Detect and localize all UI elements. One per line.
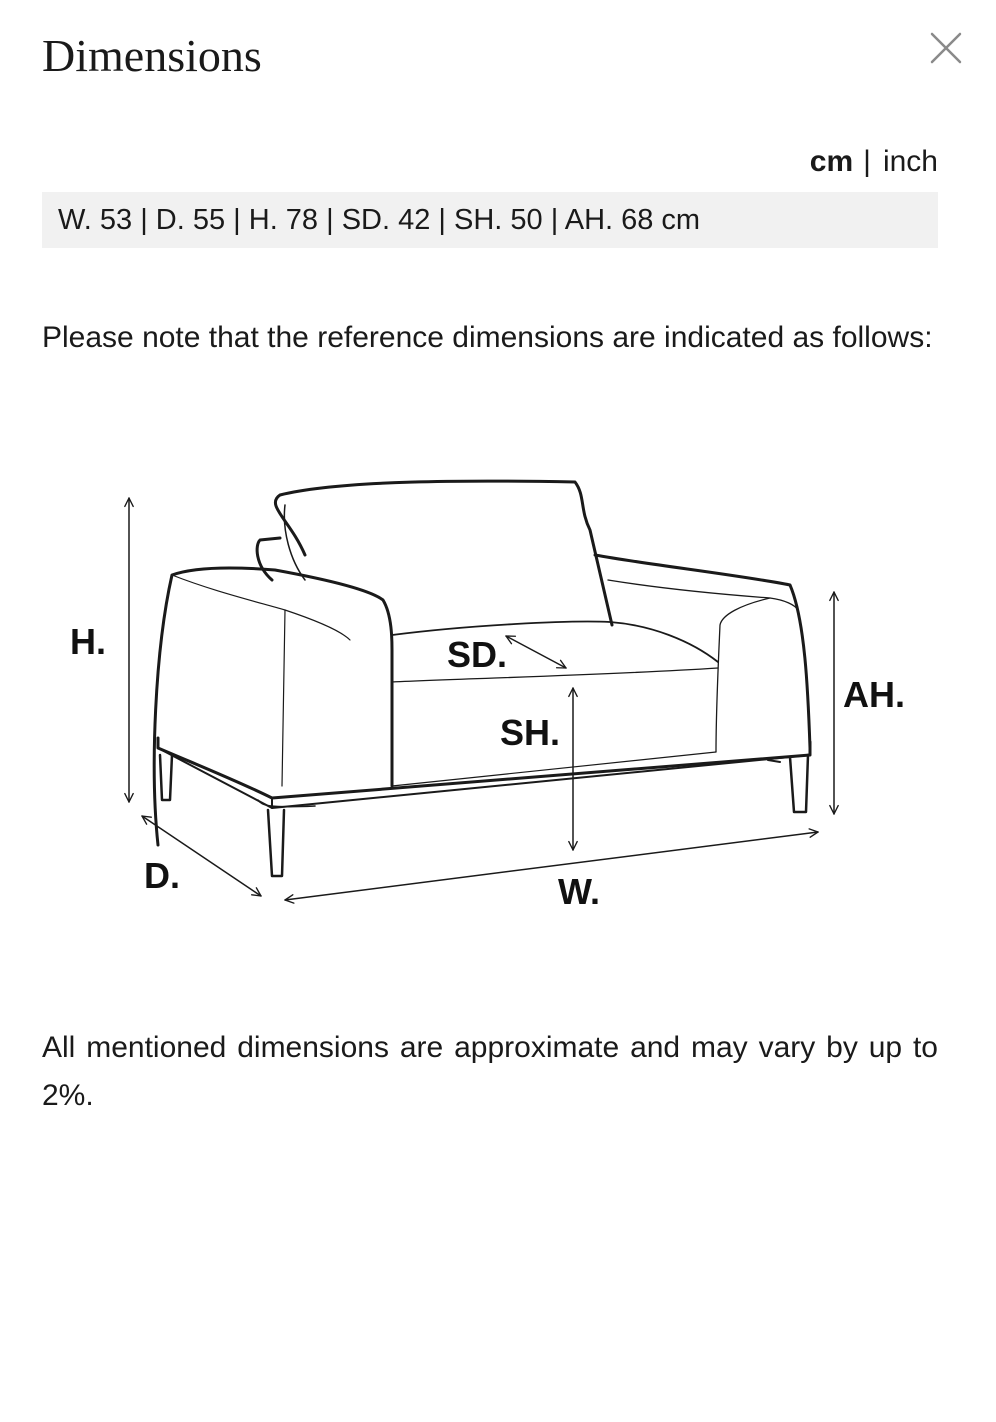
dimensions-summary: W. 53 | D. 55 | H. 78 | SD. 42 | SH. 50 | AH. 68 cm <box>42 192 938 248</box>
close-icon <box>924 26 968 70</box>
depth-label: D. <box>144 855 180 896</box>
approximation-note: All mentioned dimensions are approximate and may vary by up to 2%. <box>42 1031 938 1112</box>
width-label: W. <box>558 871 600 912</box>
width-arrow <box>285 832 818 900</box>
unit-toggle <box>810 142 938 182</box>
armchair-dimension-diagram <box>50 470 930 930</box>
seat-depth-label: SD. <box>447 634 508 675</box>
unit-separator: | <box>863 145 871 178</box>
unit-option-cm[interactable]: cm <box>809 145 854 178</box>
seat-height-label: SH. <box>500 712 561 753</box>
arm-height-label: AH. <box>843 674 905 715</box>
dialog-title: Dimensions <box>42 30 262 81</box>
unit-option-inch[interactable]: inch <box>882 145 938 178</box>
seat-depth-arrow <box>506 636 566 668</box>
reference-note: Please note that the reference dimensions are indicated as follows: <box>42 321 933 354</box>
armchair-drawing <box>154 481 810 876</box>
close-button[interactable] <box>924 26 968 70</box>
height-label: H. <box>70 621 106 662</box>
